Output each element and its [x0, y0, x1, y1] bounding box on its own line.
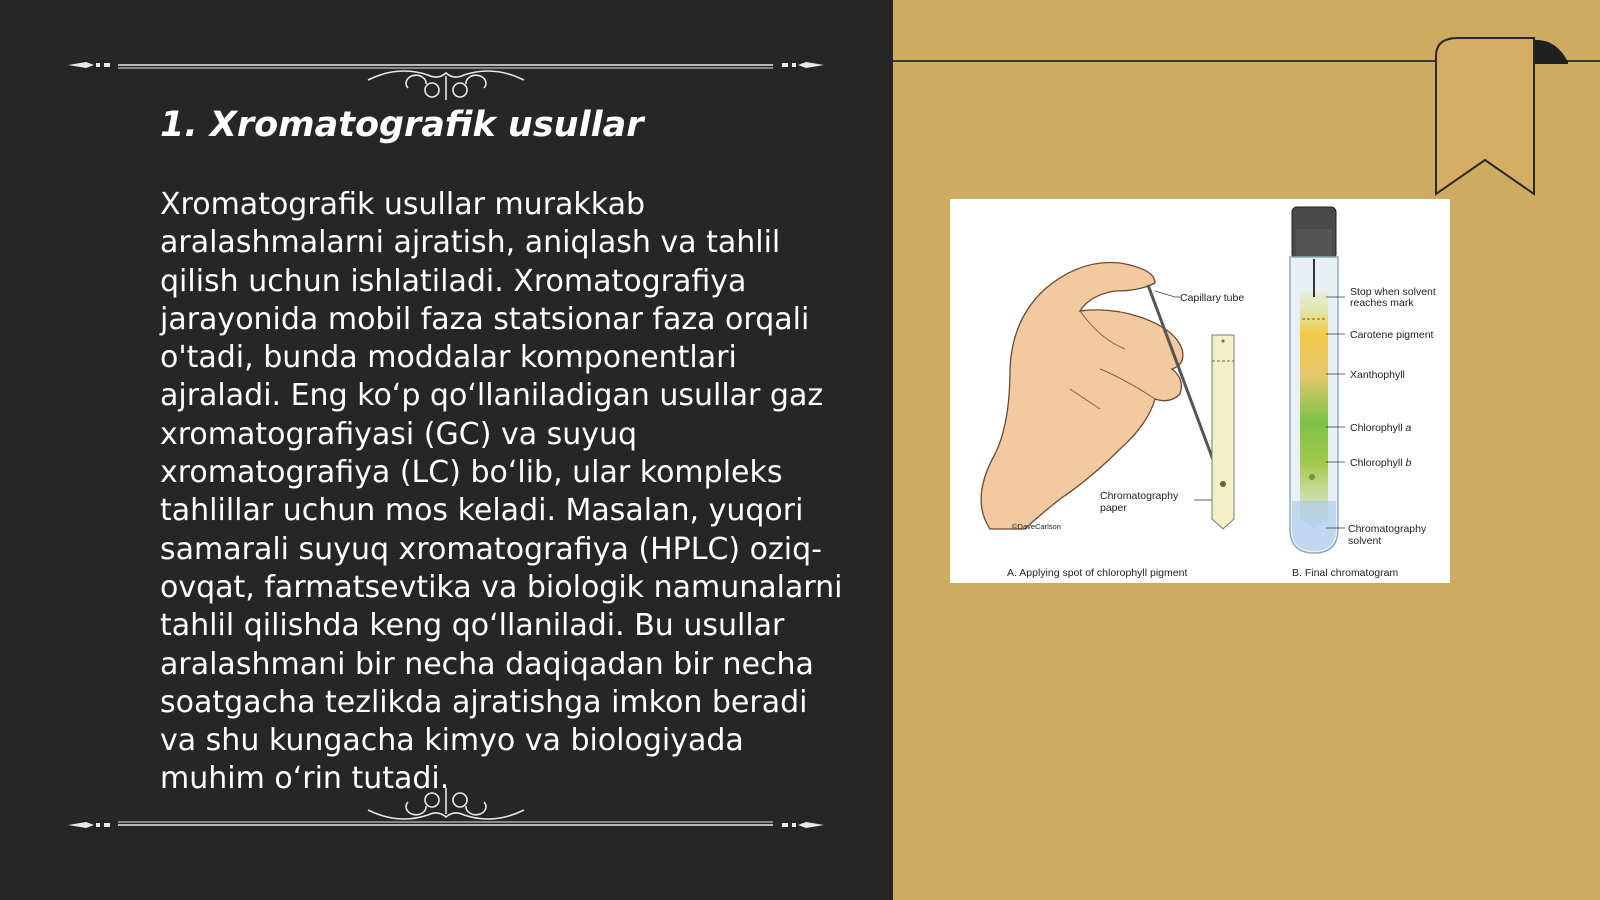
caption-b: B. Final chromatogram: [1292, 567, 1399, 579]
chromatography-diagram: [950, 199, 1450, 583]
label-xanthophyll: Xanthophyll: [1350, 369, 1405, 381]
label-capillary-tube: Capillary tube: [1180, 292, 1245, 304]
label-stop-1: Stop when solvent: [1350, 286, 1436, 298]
top-ornament: [68, 40, 824, 100]
bottom-ornament: [68, 770, 824, 830]
label-credit: ©DaveCarlson: [1012, 522, 1061, 531]
label-chlorophyll-b: Chlorophyll b: [1350, 457, 1412, 469]
label-stop-2: reaches mark: [1350, 297, 1414, 309]
slide-body-text: Xromatografik usullar murakkab aralashmalarni ajratish, aniqlash va tahlil qilish uchun ishlatiladi. Xromatografiya jarayonida mobil faza statsionar faza orqali o'tadi, bunda moddalar komponentlari ajraladi. Eng ko‘p qo‘llaniladigan usullar gaz xromatografiyasi (GC) va suyuq xromatografiya (LC) bo‘lib, ular kompleks tahlillar uchun mos keladi. Masalan, yuqori samarali suyuq xromatografiya (HPLC) oziq-ovqat, farmatsevtika va biologik namunalarni tahlil qilishda keng qo‘llaniladi. Bu usullar aralashmani bir necha daqiqadan bir necha soatgacha tezlikda ajratishga imkon beradi va shu kungacha kimyo va biologiyada muhim o‘rin tutadi.: [160, 187, 843, 797]
label-chlorophyll-a: Chlorophyll a: [1350, 422, 1412, 434]
label-solvent-1: Chromatography: [1348, 523, 1427, 535]
label-carotene: Carotene pigment: [1350, 329, 1434, 341]
slide-title: 1. Xromatografik usullar: [160, 105, 644, 145]
chromatography-figure: [950, 199, 1450, 583]
bookmark-icon: [1430, 34, 1570, 204]
label-solvent-2: solvent: [1348, 535, 1382, 547]
label-chromatography-paper-1: Chromatography: [1100, 490, 1179, 502]
caption-a: A. Applying spot of chlorophyll pigment: [1007, 567, 1188, 579]
chromatography-paper: [1212, 335, 1234, 529]
label-chromatography-paper-2: paper: [1100, 502, 1127, 514]
